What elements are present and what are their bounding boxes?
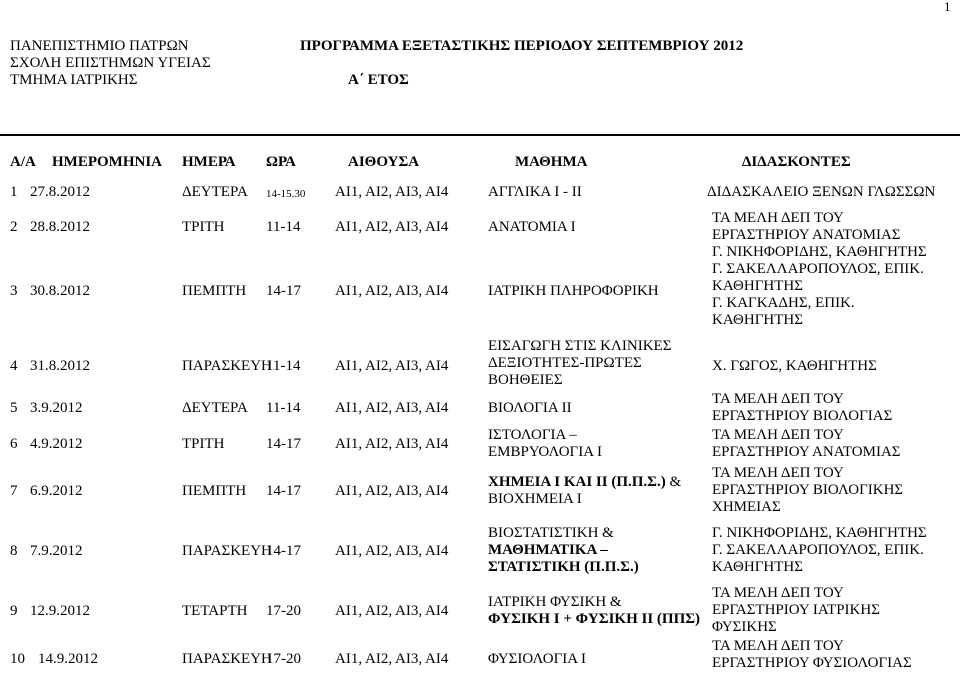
course-line: ΕΙΣΑΓΩΓΗ ΣΤΙΣ ΚΛΙΝΙΚΕΣ xyxy=(488,338,672,354)
teacher-line: ΤΑ ΜΕΛΗ ΔΕΠ ΤΟΥ xyxy=(712,427,844,443)
program-title: ΠΡΟΓΡΑΜΜΑ ΕΞΕΤΑΣΤΙΚΗΣ ΠΕΡΙΟΔΟΥ ΣΕΠΤΕΜΒΡΙΟΥ 2012 xyxy=(300,38,744,54)
row-time: 14-17 xyxy=(266,483,301,499)
row-number: 2 xyxy=(10,219,18,235)
row-room: ΑΙ1, ΑΙ2, ΑΙ3, ΑΙ4 xyxy=(335,651,449,667)
row-course xyxy=(488,525,639,576)
row-time: 14-17 xyxy=(266,543,301,559)
row-date: 27.8.2012 xyxy=(30,184,90,200)
row-time: 14-17 xyxy=(266,283,301,299)
teacher-line: ΧΗΜΕΙΑΣ xyxy=(712,499,781,515)
course-line: ΣΤΑΤΙΣΤΙΚΗ (Π.Π.Σ.) xyxy=(488,559,639,575)
teacher-line: ΤΑ ΜΕΛΗ ΔΕΠ ΤΟΥ xyxy=(712,210,844,226)
course-line: ΔΕΞΙΟΤΗΤΕΣ-ΠΡΩΤΕΣ xyxy=(488,355,642,371)
col-header-number: Α/Α xyxy=(10,154,36,170)
row-teachers xyxy=(712,585,880,636)
teacher-line: Γ. ΝΙΚΗΦΟΡΙΔΗΣ, ΚΑΘΗΓΗΤΗΣ xyxy=(712,244,927,260)
row-teachers xyxy=(712,638,912,672)
row-date: 14.9.2012 xyxy=(38,651,98,667)
col-header-teachers: ΔΙΔΑΣΚΟΝΤΕΣ xyxy=(742,154,851,170)
row-date: 4.9.2012 xyxy=(30,436,83,452)
course-line: ΙΣΤΟΛΟΓΙΑ – xyxy=(488,427,577,443)
row-course xyxy=(488,474,681,508)
row-time: 14-17 xyxy=(266,436,301,452)
row-day: ΤΡΙΤΗ xyxy=(182,219,225,235)
row-course: ΑΝΑΤΟΜΙΑ Ι xyxy=(488,219,576,235)
row-time: 11-14 xyxy=(266,400,301,416)
course-text: & xyxy=(665,474,682,490)
col-header-date: ΗΜΕΡΟΜΗΝΙΑ xyxy=(52,154,162,170)
teacher-line: Γ. ΣΑΚΕΛΛΑΡΟΠΟΥΛΟΣ, ΕΠΙΚ. xyxy=(712,261,924,277)
teacher-line: ΦΥΣΙΚΗΣ xyxy=(712,619,777,635)
course-line: ΒΟΗΘΕΙΕΣ xyxy=(488,372,563,388)
row-teachers xyxy=(712,391,892,425)
row-day: ΔΕΥΤΕΡΑ xyxy=(182,400,248,416)
teacher-line: ΤΑ ΜΕΛΗ ΔΕΠ ΤΟΥ xyxy=(712,465,844,481)
row-date: 3.9.2012 xyxy=(30,400,83,416)
row-number: 7 xyxy=(10,483,18,499)
teacher-line: Γ. ΚΑΓΚΑΔΗΣ, ΕΠΙΚ. xyxy=(712,295,855,311)
row-time: 11-14 xyxy=(266,219,301,235)
course-line: ΕΜΒΡΥΟΛΟΓΙΑ Ι xyxy=(488,444,602,460)
row-room: ΑΙ1, ΑΙ2, ΑΙ3, ΑΙ4 xyxy=(335,436,449,452)
row-number: 1 xyxy=(10,184,18,200)
year-title: Α΄ ΕΤΟΣ xyxy=(348,72,409,88)
row-teachers xyxy=(712,525,927,576)
row-date: 7.9.2012 xyxy=(30,543,83,559)
teacher-line: ΕΡΓΑΣΤΗΡΙΟΥ ΒΙΟΛΟΓΙΑΣ xyxy=(712,408,893,424)
col-header-day: ΗΜΕΡΑ xyxy=(182,154,236,170)
row-teachers xyxy=(712,210,901,244)
col-header-course: ΜΑΘΗΜΑ xyxy=(515,154,588,170)
teacher-line: Γ. ΣΑΚΕΛΛΑΡΟΠΟΥΛΟΣ, ΕΠΙΚ. xyxy=(712,542,924,558)
teacher-line: ΕΡΓΑΣΤΗΡΙΟΥ ΙΑΤΡΙΚΗΣ xyxy=(712,602,880,618)
school-name: ΣΧΟΛΗ ΕΠΙΣΤΗΜΩΝ ΥΓΕΙΑΣ xyxy=(10,55,211,71)
row-number: 6 xyxy=(10,436,18,452)
row-teachers: ΔΙΔΑΣΚΑΛΕΙΟ ΞΕΝΩΝ ΓΛΩΣΣΩΝ xyxy=(707,184,936,200)
row-day: ΠΕΜΠΤΗ xyxy=(182,283,247,299)
row-number: 4 xyxy=(10,358,18,374)
row-number: 8 xyxy=(10,543,18,559)
row-day: ΠΑΡΑΣΚΕΥΗ xyxy=(182,358,272,374)
row-room: ΑΙ1, ΑΙ2, ΑΙ3, ΑΙ4 xyxy=(335,400,449,416)
row-day: ΤΕΤΑΡΤΗ xyxy=(182,603,248,619)
row-room: ΑΙ1, ΑΙ2, ΑΙ3, ΑΙ4 xyxy=(335,184,449,200)
course-line xyxy=(488,474,681,491)
course-line: ΒΙΟΣΤΑΤΙΣΤΙΚΗ & xyxy=(488,525,614,541)
row-day: ΠΕΜΠΤΗ xyxy=(182,483,247,499)
row-time: 11-14 xyxy=(266,358,301,374)
row-course xyxy=(488,594,700,628)
top-rule xyxy=(0,134,960,136)
teacher-line: ΕΡΓΑΣΤΗΡΙΟΥ ΑΝΑΤΟΜΙΑΣ xyxy=(712,227,901,243)
row-date: 30.8.2012 xyxy=(30,283,90,299)
teacher-line: ΤΑ ΜΕΛΗ ΔΕΠ ΤΟΥ xyxy=(712,638,844,654)
row-course xyxy=(488,427,602,461)
row-course: ΒΙΟΛΟΓΙΑ ΙΙ xyxy=(488,400,572,416)
row-date: 6.9.2012 xyxy=(30,483,83,499)
row-time: 17-20 xyxy=(266,603,301,619)
teacher-line: ΤΑ ΜΕΛΗ ΔΕΠ ΤΟΥ xyxy=(712,585,844,601)
course-line: ΦΥΣΙΚΗ Ι + ΦΥΣΙΚΗ ΙΙ (ΠΠΣ) xyxy=(488,611,701,627)
row-teachers xyxy=(712,465,903,516)
row-teachers xyxy=(712,244,927,329)
row-teachers: Χ. ΓΩΓΟΣ, ΚΑΘΗΓΗΤΗΣ xyxy=(712,358,877,374)
teacher-line: ΚΑΘΗΓΗΤΗΣ xyxy=(712,278,803,294)
row-number: 10 xyxy=(10,651,25,667)
row-course: ΙΑΤΡΙΚΗ ΠΛΗΡΟΦΟΡΙΚΗ xyxy=(488,283,659,299)
teacher-line: ΕΡΓΑΣΤΗΡΙΟΥ ΦΥΣΙΟΛΟΓΙΑΣ xyxy=(712,655,912,671)
row-course: ΑΓΓΛΙΚΑ Ι - ΙΙ xyxy=(488,184,582,200)
university-name: ΠΑΝΕΠΙΣΤΗΜΙΟ ΠΑΤΡΩΝ xyxy=(10,38,189,54)
row-date: 31.8.2012 xyxy=(30,358,90,374)
teacher-line: Γ. ΝΙΚΗΦΟΡΙΔΗΣ, ΚΑΘΗΓΗΤΗΣ xyxy=(712,525,927,541)
row-room: ΑΙ1, ΑΙ2, ΑΙ3, ΑΙ4 xyxy=(335,219,449,235)
teacher-line: ΕΡΓΑΣΤΗΡΙΟΥ ΑΝΑΤΟΜΙΑΣ xyxy=(712,444,901,460)
row-number: 9 xyxy=(10,603,18,619)
row-number: 5 xyxy=(10,400,18,416)
row-day: ΠΑΡΑΣΚΕΥΗ xyxy=(182,543,272,559)
row-teachers xyxy=(712,427,901,461)
row-course: ΦΥΣΙΟΛΟΓΙΑ Ι xyxy=(488,651,587,667)
teacher-line: ΕΡΓΑΣΤΗΡΙΟΥ ΒΙΟΛΟΓΙΚΗΣ xyxy=(712,482,904,498)
row-room: ΑΙ1, ΑΙ2, ΑΙ3, ΑΙ4 xyxy=(335,358,449,374)
row-day: ΠΑΡΑΣΚΕΥΗ xyxy=(182,651,272,667)
course-line: ΜΑΘΗΜΑΤΙΚΑ – xyxy=(488,542,608,558)
col-header-room: ΑΙΘΟΥΣΑ xyxy=(348,154,420,170)
col-header-time: ΩΡΑ xyxy=(266,154,296,170)
page-number: 1 xyxy=(944,0,951,14)
department-name: ΤΜΗΜΑ ΙΑΤΡΙΚΗΣ xyxy=(10,72,138,88)
row-course xyxy=(488,338,671,389)
teacher-line: ΤΑ ΜΕΛΗ ΔΕΠ ΤΟΥ xyxy=(712,391,844,407)
course-line: ΒΙΟΧΗΜΕΙΑ Ι xyxy=(488,491,582,507)
teacher-line: ΚΑΘΗΓΗΤΗΣ xyxy=(712,312,803,328)
row-date: 28.8.2012 xyxy=(30,219,90,235)
row-room: ΑΙ1, ΑΙ2, ΑΙ3, ΑΙ4 xyxy=(335,483,449,499)
row-room: ΑΙ1, ΑΙ2, ΑΙ3, ΑΙ4 xyxy=(335,603,449,619)
row-day: ΤΡΙΤΗ xyxy=(182,436,225,452)
row-room: ΑΙ1, ΑΙ2, ΑΙ3, ΑΙ4 xyxy=(335,283,449,299)
row-room: ΑΙ1, ΑΙ2, ΑΙ3, ΑΙ4 xyxy=(335,543,449,559)
row-date: 12.9.2012 xyxy=(30,603,90,619)
row-time: 17-20 xyxy=(266,651,301,667)
row-day: ΔΕΥΤΕΡΑ xyxy=(182,184,248,200)
row-time: 14-15.30 xyxy=(266,188,306,200)
course-bold-text: ΧΗΜΕΙΑ Ι ΚΑΙ ΙΙ (Π.Π.Σ.) xyxy=(488,474,666,490)
teacher-line: ΚΑΘΗΓΗΤΗΣ xyxy=(712,559,803,575)
row-number: 3 xyxy=(10,283,18,299)
course-line: ΙΑΤΡΙΚΗ ΦΥΣΙΚΗ & xyxy=(488,594,622,610)
